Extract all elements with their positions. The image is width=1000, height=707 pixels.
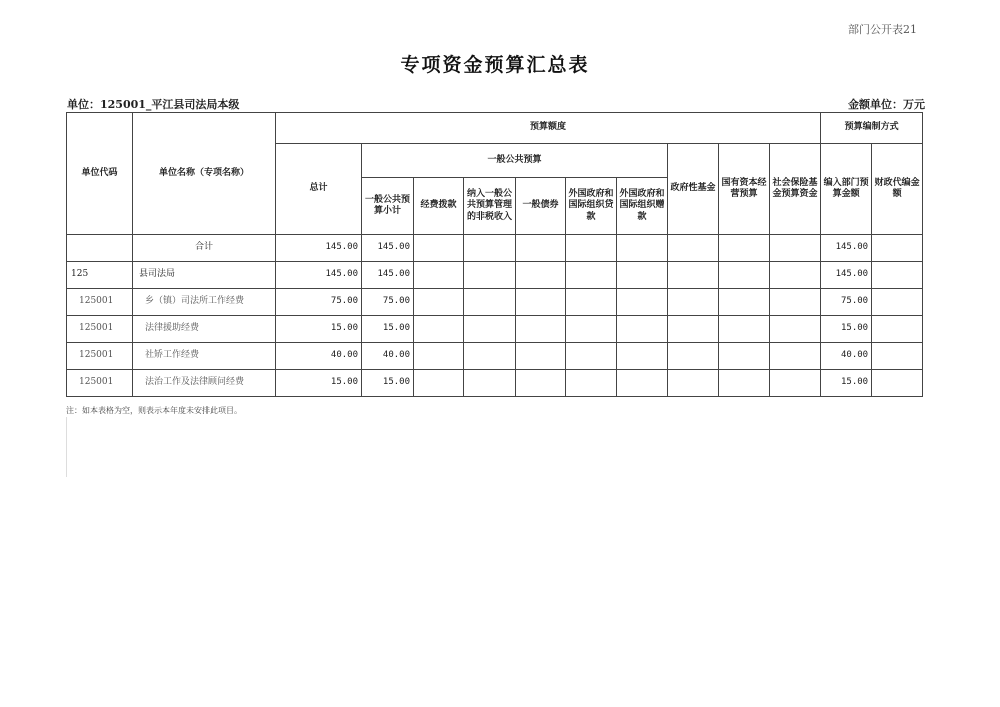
- cell-subtotal: 75.00: [362, 289, 414, 316]
- budget-table: [66, 112, 923, 397]
- table-row: [67, 343, 923, 370]
- table-row: [67, 316, 923, 343]
- cell-dept-amount: 145.00: [821, 235, 872, 262]
- header-compilation-method: 预算编制方式: [821, 113, 923, 144]
- cell-total: 75.00: [276, 289, 362, 316]
- header-general-subtotal: 一般公共预算小计: [362, 178, 414, 235]
- unit-label: 单位：125001_平江县司法局本级: [67, 98, 240, 111]
- cell-name: 乡（镇）司法所工作经费: [133, 289, 276, 316]
- cell-name: 县司法局: [133, 262, 276, 289]
- header-fiscal-agent: 财政代编金额: [872, 144, 923, 235]
- cell-subtotal: 15.00: [362, 316, 414, 343]
- header-total: 总计: [276, 144, 362, 235]
- header-social-insurance: 社会保险基金预算资金: [770, 144, 821, 235]
- cell-name: 合计: [133, 235, 276, 262]
- header-fee-allocation: 经费拨款: [414, 178, 464, 235]
- cell-name: 法律援助经费: [133, 316, 276, 343]
- footnote: 注：如本表格为空，则表示本年度未安排此项目。: [66, 406, 242, 415]
- amount-unit-label: 金额单位：万元: [848, 98, 925, 111]
- cell-dept-amount: 15.00: [821, 316, 872, 343]
- cell-dept-amount: 145.00: [821, 262, 872, 289]
- cell-dept-amount: 15.00: [821, 370, 872, 397]
- page-label: 部门公开表21: [848, 23, 917, 36]
- table-row: [67, 235, 923, 262]
- header-foreign-loans: 外国政府和国际组织贷款: [566, 178, 617, 235]
- cell-code: 125001: [67, 343, 133, 370]
- cell-code: 125001: [67, 289, 133, 316]
- cell-code: [67, 235, 133, 262]
- cell-subtotal: 15.00: [362, 370, 414, 397]
- scan-artifact: [66, 417, 67, 477]
- cell-total: 40.00: [276, 343, 362, 370]
- cell-code: 125001: [67, 316, 133, 343]
- header-foreign-grants: 外国政府和国际组织赠款: [617, 178, 668, 235]
- header-unit-name: 单位名称（专项名称）: [133, 113, 276, 235]
- cell-total: 15.00: [276, 316, 362, 343]
- cell-code: 125001: [67, 370, 133, 397]
- cell-name: 法治工作及法律顾问经费: [133, 370, 276, 397]
- table-row: [67, 262, 923, 289]
- cell-code: 125: [67, 262, 133, 289]
- page-title: 专项资金预算汇总表: [400, 54, 590, 76]
- cell-dept-amount: 40.00: [821, 343, 872, 370]
- cell-subtotal: 40.00: [362, 343, 414, 370]
- header-budget-amount: 预算额度: [276, 113, 821, 144]
- cell-total: 15.00: [276, 370, 362, 397]
- cell-subtotal: 145.00: [362, 235, 414, 262]
- header-gov-fund: 政府性基金: [668, 144, 719, 235]
- header-unit-code: 单位代码: [67, 113, 133, 235]
- cell-total: 145.00: [276, 235, 362, 262]
- cell-name: 社矫工作经费: [133, 343, 276, 370]
- cell-dept-amount: 75.00: [821, 289, 872, 316]
- header-non-tax-income: 纳入一般公共预算管理的非税收入: [464, 178, 516, 235]
- header-dept-amount: 编入部门预算金额: [821, 144, 872, 235]
- header-state-capital: 国有资本经营预算: [719, 144, 770, 235]
- table-row: [67, 289, 923, 316]
- cell-subtotal: 145.00: [362, 262, 414, 289]
- header-general-public-budget: 一般公共预算: [362, 144, 668, 178]
- table-row: [67, 370, 923, 397]
- header-general-bonds: 一般债券: [516, 178, 566, 235]
- cell-total: 145.00: [276, 262, 362, 289]
